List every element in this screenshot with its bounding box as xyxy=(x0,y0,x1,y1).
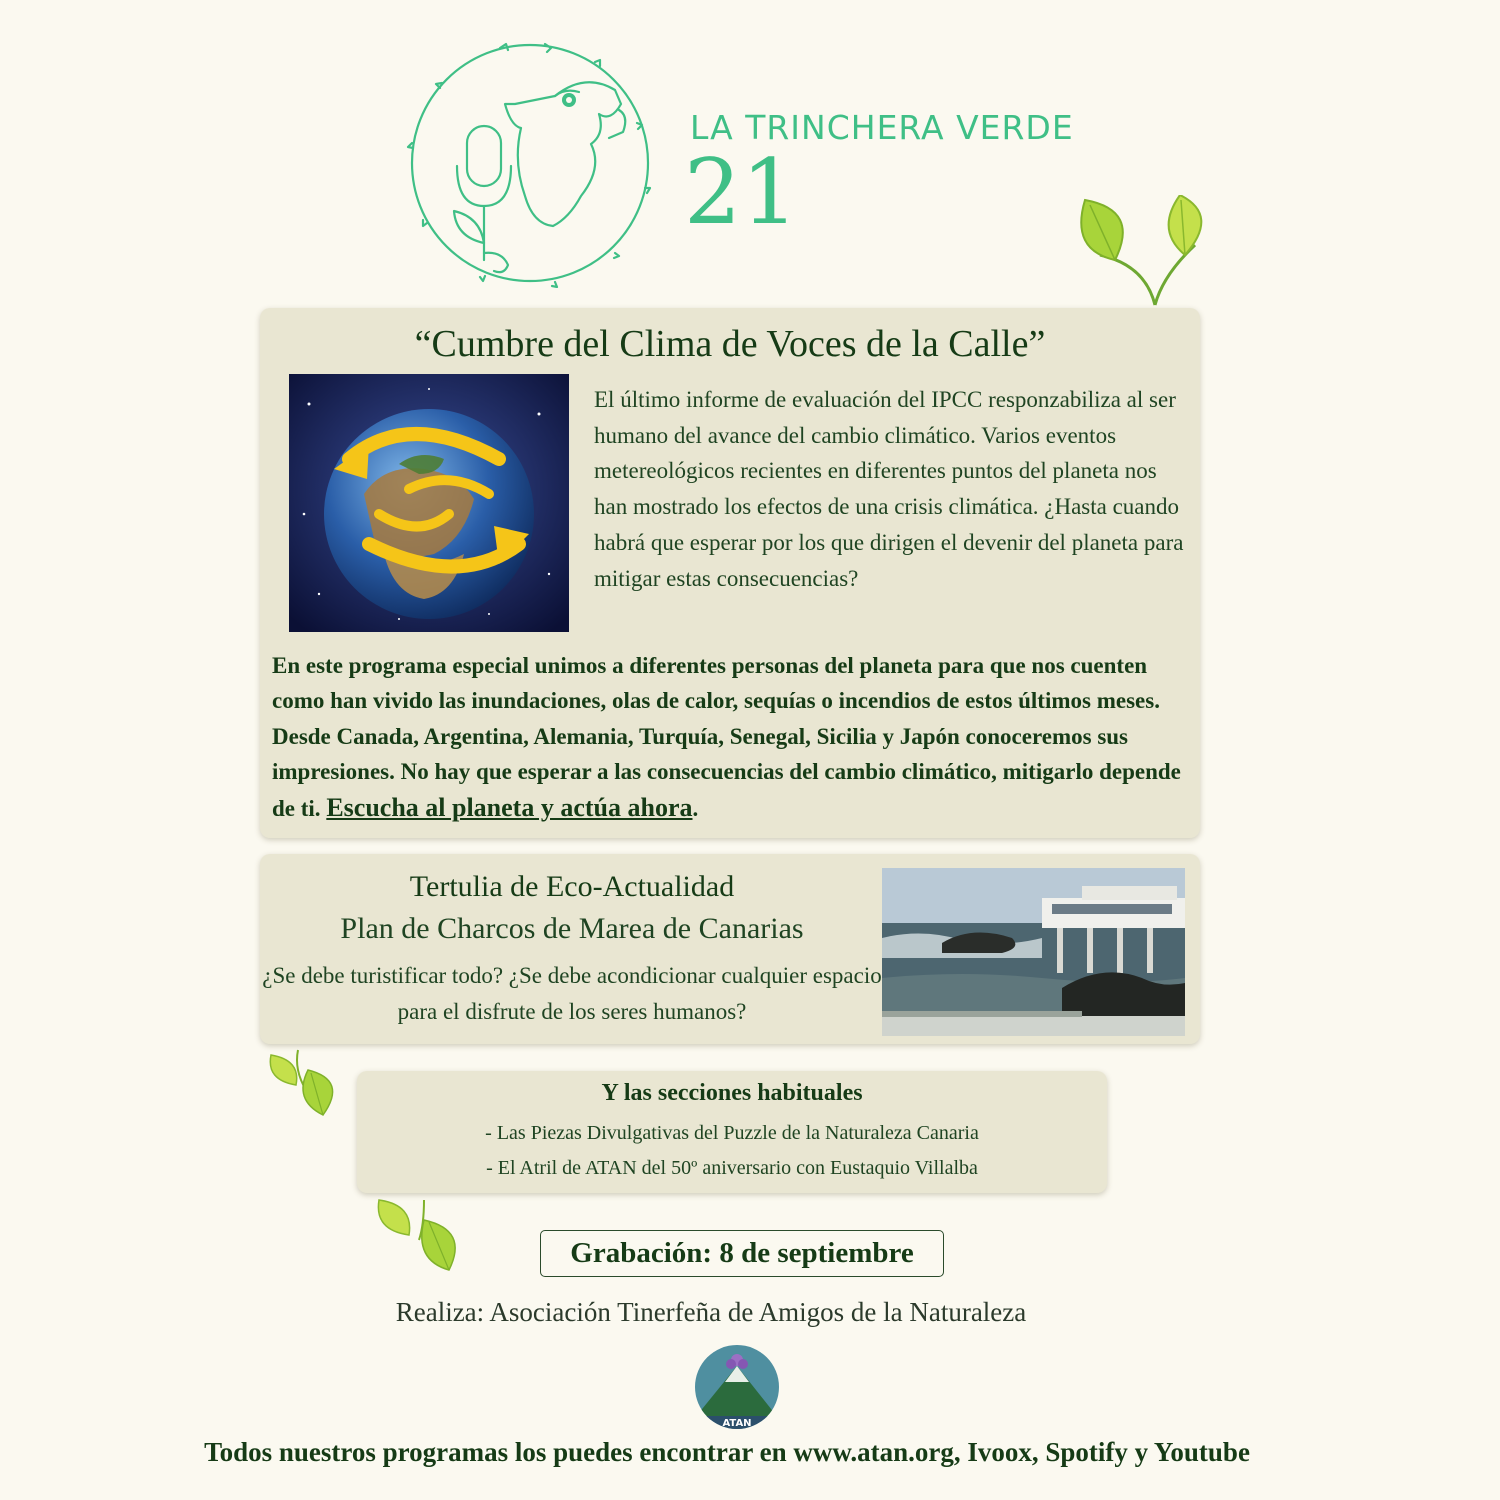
earth-climate-image xyxy=(289,374,569,632)
section-item: - El Atril de ATAN del 50º aniversario con Eustaquio Villalba xyxy=(486,1157,978,1179)
tertulia-subtitle: Plan de Charcos de Marea de Canarias xyxy=(340,912,804,945)
credits-text: Realiza: Asociación Tinerfeña de Amigos de la Naturaleza xyxy=(395,1297,1027,1327)
leaves-decoration-icon xyxy=(268,1045,350,1120)
tertulia-question: ¿Se debe turistificar todo? ¿Se debe acondicionar cualquier espacio para el disfrute de los seres humanos? xyxy=(262,963,882,1024)
program-link-suffix: . xyxy=(692,795,699,821)
brand-title: LA TRINCHERA VERDE xyxy=(690,108,1074,147)
footer-links-text: Todos nuestros programas los puedes encontrar en www.atan.org, Ivoox, Spotify y Youtube xyxy=(204,1437,1250,1467)
recording-date: Grabación: 8 de septiembre xyxy=(540,1230,944,1277)
tertulia-title: Tertulia de Eco-Actualidad xyxy=(409,870,735,903)
program-description: En este programa especial unimos a diferentes personas del planeta para que nos cuenten como han vivido las inundaciones, olas de calor, sequías o incendios de estos últimos meses. Desde Canada, Argentina, Alemania, Turquía, Senegal, Sicilia y Japón conoceremos sus impresiones. No hay que esperar a las consecuencias del cambio climático, mitigarlo depende de ti. xyxy=(272,653,1181,821)
episode-number: 21 xyxy=(684,140,799,245)
tide-pool-coast-photo xyxy=(882,868,1185,1036)
sections-title: Y las secciones habituales xyxy=(601,1080,863,1106)
section-item: - Las Piezas Divulgativas del Puzzle de la Naturaleza Canaria xyxy=(485,1122,979,1144)
main-title: “Cumbre del Clima de Voces de la Calle” xyxy=(414,323,1046,365)
leaves-decoration-icon xyxy=(374,1195,478,1275)
program-paragraph xyxy=(272,648,1194,826)
atan-logo-text: ATAN xyxy=(722,1418,752,1429)
atan-logo xyxy=(694,1344,780,1430)
listen-planet-link[interactable]: Escucha al planeta y actúa ahora xyxy=(326,792,693,822)
intro-paragraph: El último informe de evaluación del IPCC responzabiliza al ser humano del avance del cambio climático. Varios eventos metereológicos recientes en diferentes puntos del planeta nos han mostrado los efectos de una crisis climática. ¿Hasta cuando habrá que esperar por los que dirigen el devenir del planeta para mitigar estas consecuencias? xyxy=(594,387,1184,591)
leaves-decoration-icon xyxy=(1070,195,1220,315)
trinchera-verde-logo xyxy=(405,38,655,288)
